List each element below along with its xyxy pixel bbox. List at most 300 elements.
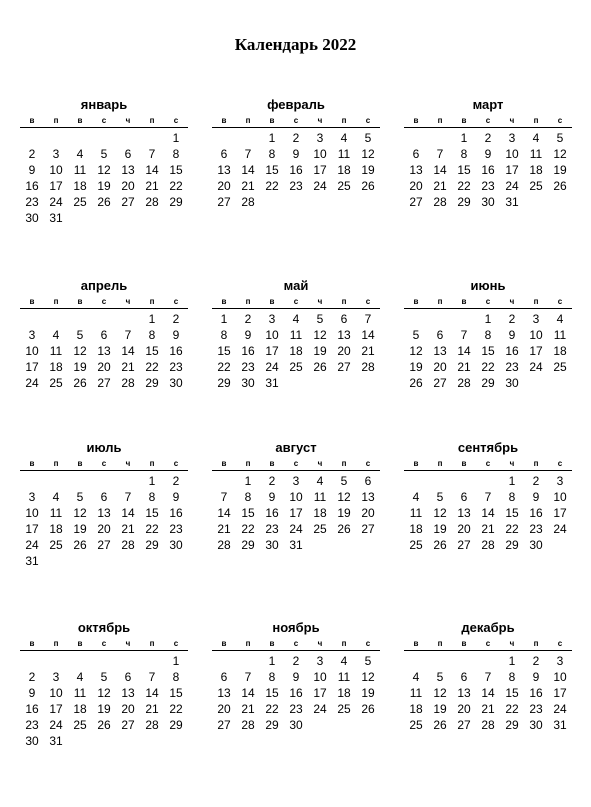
weekday-label: в (461, 639, 467, 648)
day-cell: 19 (433, 522, 447, 536)
day-cell: 31 (49, 734, 63, 748)
month-name: апрель (80, 278, 128, 293)
day-cell: 3 (532, 312, 540, 326)
day-cell: 22 (217, 360, 231, 374)
day-cell: 24 (49, 718, 63, 732)
day-cell: 28 (241, 718, 255, 732)
day-cell: 6 (460, 490, 468, 504)
day-cell: 27 (361, 522, 375, 536)
day-cell: 17 (313, 163, 327, 177)
day-cell: 15 (505, 686, 519, 700)
day-cell: 4 (52, 328, 60, 342)
day-cell: 2 (244, 312, 252, 326)
day-cell: 2 (28, 147, 36, 161)
empty-cell (20, 311, 44, 327)
weekday-label: ч (317, 639, 323, 648)
empty-cell (20, 473, 44, 489)
weekday-label: в (77, 459, 83, 468)
weekday-label: п (149, 116, 155, 125)
day-cell: 12 (361, 670, 375, 684)
day-cell: 13 (457, 686, 471, 700)
day-cell: 28 (361, 360, 375, 374)
day-cell: 9 (28, 686, 36, 700)
month-name: август (275, 440, 317, 455)
day-cell: 27 (457, 718, 471, 732)
day-cell: 12 (313, 328, 327, 342)
empty-cell (452, 653, 476, 669)
day-cell: 10 (25, 506, 39, 520)
day-cell: 19 (361, 686, 375, 700)
weekday-label: в (269, 639, 275, 648)
day-cell: 19 (97, 179, 111, 193)
month-name: ноябрь (272, 620, 320, 635)
day-cell: 15 (505, 506, 519, 520)
day-cell: 4 (316, 474, 324, 488)
weekday-label: в (461, 297, 467, 306)
weekday-label: с (557, 639, 563, 648)
day-cell: 30 (169, 376, 183, 390)
weekday-label: п (437, 639, 443, 648)
day-cell: 4 (76, 147, 84, 161)
day-cell: 3 (52, 670, 60, 684)
day-cell: 30 (169, 538, 183, 552)
day-cell: 21 (121, 360, 135, 374)
day-cell: 24 (553, 702, 567, 716)
day-cell: 17 (25, 360, 39, 374)
weekday-label: ч (509, 459, 515, 468)
day-cell: 1 (508, 654, 516, 668)
empty-cell (212, 130, 236, 146)
day-cell: 9 (268, 490, 276, 504)
day-cell: 12 (73, 506, 87, 520)
weekday-label: с (173, 639, 179, 648)
day-cell: 17 (25, 522, 39, 536)
day-cell: 22 (505, 702, 519, 716)
weekday-label: с (173, 297, 179, 306)
day-cell: 27 (409, 195, 423, 209)
weekday-label: п (533, 639, 539, 648)
day-cell: 5 (436, 490, 444, 504)
day-cell: 17 (553, 686, 567, 700)
day-cell: 10 (505, 147, 519, 161)
day-cell: 13 (97, 344, 111, 358)
day-cell: 21 (217, 522, 231, 536)
month-name: февраль (267, 97, 325, 112)
page-title: Календарь 2022 (234, 35, 357, 54)
day-cell: 20 (457, 522, 471, 536)
day-cell: 12 (97, 686, 111, 700)
empty-cell (44, 473, 68, 489)
weekday-header (20, 116, 188, 126)
day-cell: 5 (316, 312, 324, 326)
month-1 (20, 98, 188, 226)
day-cell: 2 (484, 131, 492, 145)
weekday-label: с (101, 639, 107, 648)
empty-cell (140, 653, 164, 669)
empty-cell (428, 311, 452, 327)
day-cell: 15 (265, 686, 279, 700)
header-divider (212, 650, 380, 651)
day-cell: 14 (121, 506, 135, 520)
day-cell: 2 (172, 474, 180, 488)
day-cell: 26 (361, 179, 375, 193)
day-cell: 28 (145, 195, 159, 209)
month-name: октябрь (77, 620, 131, 635)
day-cell: 17 (505, 163, 519, 177)
day-cell: 6 (412, 147, 420, 161)
month-8 (212, 441, 380, 553)
day-cell: 7 (220, 490, 228, 504)
day-cell: 9 (28, 163, 36, 177)
day-cell: 31 (553, 718, 567, 732)
day-cell: 29 (505, 718, 519, 732)
day-cell: 20 (457, 702, 471, 716)
day-cell: 30 (481, 195, 495, 209)
day-cell: 26 (97, 718, 111, 732)
weekday-label: ч (509, 116, 515, 125)
day-cell: 8 (484, 328, 492, 342)
weekday-header (404, 459, 572, 469)
day-cell: 13 (97, 506, 111, 520)
weekday-label: ч (125, 459, 131, 468)
day-cell: 28 (481, 538, 495, 552)
day-cell: 12 (433, 686, 447, 700)
empty-cell (20, 130, 44, 146)
day-cell: 25 (73, 195, 87, 209)
day-cell: 16 (505, 344, 519, 358)
day-cell: 14 (241, 686, 255, 700)
weekday-label: с (365, 459, 371, 468)
day-cell: 21 (433, 179, 447, 193)
weekday-header (212, 116, 380, 126)
day-cell: 23 (169, 522, 183, 536)
day-cell: 27 (457, 538, 471, 552)
empty-cell (68, 311, 92, 327)
weekday-label: п (53, 639, 59, 648)
day-cell: 28 (457, 376, 471, 390)
day-cell: 22 (169, 179, 183, 193)
weekday-label: ч (317, 116, 323, 125)
day-cell: 15 (457, 163, 471, 177)
day-cell: 8 (268, 147, 276, 161)
weekday-label: с (101, 116, 107, 125)
day-cell: 2 (268, 474, 276, 488)
day-cell: 28 (121, 376, 135, 390)
day-cell: 2 (172, 312, 180, 326)
day-cell: 21 (481, 522, 495, 536)
day-cell: 20 (217, 702, 231, 716)
weekday-label: ч (509, 297, 515, 306)
day-cell: 30 (529, 718, 543, 732)
day-cell: 14 (481, 506, 495, 520)
empty-cell (212, 473, 236, 489)
day-cell: 31 (265, 376, 279, 390)
month-2 (212, 98, 380, 210)
day-cell: 6 (124, 147, 132, 161)
empty-cell (236, 130, 260, 146)
month-10 (20, 621, 188, 749)
day-cell: 28 (145, 718, 159, 732)
day-cell: 12 (337, 490, 351, 504)
day-cell: 26 (361, 702, 375, 716)
weekday-label: п (437, 297, 443, 306)
day-cell: 13 (457, 506, 471, 520)
weekday-label: в (269, 297, 275, 306)
day-cell: 27 (121, 718, 135, 732)
day-cell: 24 (49, 195, 63, 209)
weekday-header (404, 297, 572, 307)
day-cell: 20 (217, 179, 231, 193)
day-cell: 29 (457, 195, 471, 209)
weekday-header (20, 459, 188, 469)
day-cell: 26 (433, 718, 447, 732)
day-cell: 13 (217, 163, 231, 177)
day-cell: 20 (361, 506, 375, 520)
weekday-label: в (77, 639, 83, 648)
day-cell: 22 (265, 702, 279, 716)
day-cell: 22 (145, 360, 159, 374)
day-cell: 25 (49, 538, 63, 552)
day-cell: 17 (313, 686, 327, 700)
day-cell: 14 (217, 506, 231, 520)
day-cell: 13 (433, 344, 447, 358)
day-cell: 6 (364, 474, 372, 488)
day-cell: 29 (505, 538, 519, 552)
day-cell: 21 (361, 344, 375, 358)
day-cell: 13 (217, 686, 231, 700)
day-cell: 25 (409, 718, 423, 732)
day-cell: 21 (145, 702, 159, 716)
weekday-label: п (341, 116, 347, 125)
day-cell: 15 (217, 344, 231, 358)
month-6 (404, 279, 572, 391)
day-cell: 31 (505, 195, 519, 209)
day-cell: 22 (505, 522, 519, 536)
day-cell: 19 (553, 163, 567, 177)
day-cell: 20 (121, 702, 135, 716)
day-cell: 9 (172, 328, 180, 342)
day-cell: 14 (241, 163, 255, 177)
day-cell: 24 (25, 538, 39, 552)
day-cell: 23 (241, 360, 255, 374)
day-grid (212, 473, 380, 553)
weekday-header (20, 297, 188, 307)
day-cell: 17 (49, 702, 63, 716)
day-cell: 12 (433, 506, 447, 520)
weekday-label: в (221, 639, 227, 648)
day-cell: 26 (313, 360, 327, 374)
day-cell: 22 (265, 179, 279, 193)
day-cell: 21 (241, 702, 255, 716)
day-cell: 10 (265, 328, 279, 342)
day-cell: 1 (268, 131, 276, 145)
day-cell: 1 (148, 312, 156, 326)
header-divider (20, 650, 188, 651)
day-cell: 21 (145, 179, 159, 193)
day-cell: 18 (337, 686, 351, 700)
weekday-label: п (341, 459, 347, 468)
day-cell: 11 (553, 328, 567, 342)
day-cell: 8 (220, 328, 228, 342)
day-cell: 11 (337, 670, 351, 684)
day-cell: 29 (169, 195, 183, 209)
empty-cell (236, 653, 260, 669)
day-cell: 3 (292, 474, 300, 488)
day-cell: 5 (364, 131, 372, 145)
empty-cell (92, 473, 116, 489)
day-cell: 3 (556, 654, 564, 668)
day-cell: 19 (337, 506, 351, 520)
day-cell: 17 (529, 344, 543, 358)
day-cell: 30 (529, 538, 543, 552)
day-cell: 2 (292, 654, 300, 668)
weekday-label: в (221, 459, 227, 468)
day-cell: 18 (313, 506, 327, 520)
day-cell: 7 (124, 328, 132, 342)
weekday-header (212, 297, 380, 307)
day-cell: 29 (265, 718, 279, 732)
weekday-label: с (293, 459, 299, 468)
day-cell: 23 (25, 195, 39, 209)
day-cell: 26 (433, 538, 447, 552)
empty-cell (44, 311, 68, 327)
day-cell: 16 (169, 506, 183, 520)
day-grid (212, 311, 380, 391)
day-cell: 13 (121, 163, 135, 177)
day-cell: 9 (532, 670, 540, 684)
day-cell: 1 (172, 131, 180, 145)
empty-cell (20, 653, 44, 669)
day-cell: 7 (484, 490, 492, 504)
day-cell: 10 (313, 670, 327, 684)
day-cell: 20 (409, 179, 423, 193)
day-cell: 24 (289, 522, 303, 536)
day-cell: 24 (529, 360, 543, 374)
day-cell: 21 (121, 522, 135, 536)
day-cell: 29 (481, 376, 495, 390)
day-cell: 9 (292, 670, 300, 684)
day-cell: 25 (49, 376, 63, 390)
weekday-label: с (293, 116, 299, 125)
empty-cell (116, 473, 140, 489)
day-cell: 2 (292, 131, 300, 145)
day-cell: 25 (529, 179, 543, 193)
empty-cell (68, 130, 92, 146)
day-cell: 16 (481, 163, 495, 177)
day-cell: 15 (145, 344, 159, 358)
empty-cell (68, 653, 92, 669)
weekday-label: п (437, 459, 443, 468)
weekday-label: в (221, 116, 227, 125)
weekday-label: п (533, 459, 539, 468)
weekday-label: ч (317, 297, 323, 306)
weekday-label: п (245, 116, 251, 125)
day-cell: 4 (340, 131, 348, 145)
empty-cell (44, 653, 68, 669)
day-cell: 10 (553, 490, 567, 504)
day-cell: 15 (241, 506, 255, 520)
day-cell: 11 (409, 686, 423, 700)
day-cell: 26 (73, 538, 87, 552)
day-cell: 18 (409, 702, 423, 716)
day-cell: 29 (241, 538, 255, 552)
day-cell: 5 (436, 670, 444, 684)
day-cell: 22 (241, 522, 255, 536)
day-cell: 9 (484, 147, 492, 161)
day-cell: 9 (292, 147, 300, 161)
day-cell: 16 (25, 702, 39, 716)
month-name: декабрь (461, 620, 515, 635)
weekday-label: п (149, 297, 155, 306)
empty-cell (212, 653, 236, 669)
day-cell: 15 (169, 163, 183, 177)
day-cell: 6 (220, 147, 228, 161)
day-grid (20, 653, 188, 749)
day-cell: 16 (25, 179, 39, 193)
day-cell: 3 (268, 312, 276, 326)
day-cell: 24 (265, 360, 279, 374)
day-cell: 18 (553, 344, 567, 358)
header-divider (20, 308, 188, 309)
day-cell: 9 (172, 490, 180, 504)
day-cell: 23 (529, 522, 543, 536)
day-cell: 16 (529, 686, 543, 700)
day-cell: 25 (313, 522, 327, 536)
day-cell: 23 (289, 179, 303, 193)
day-cell: 4 (412, 490, 420, 504)
day-cell: 3 (52, 147, 60, 161)
day-cell: 24 (313, 179, 327, 193)
day-cell: 11 (409, 506, 423, 520)
empty-cell (452, 311, 476, 327)
day-cell: 14 (481, 686, 495, 700)
weekday-label: с (173, 116, 179, 125)
header-divider (404, 470, 572, 471)
day-cell: 1 (460, 131, 468, 145)
weekday-label: в (29, 116, 35, 125)
day-cell: 17 (289, 506, 303, 520)
day-cell: 5 (76, 328, 84, 342)
day-cell: 16 (241, 344, 255, 358)
day-cell: 6 (436, 328, 444, 342)
day-cell: 24 (313, 702, 327, 716)
day-cell: 28 (217, 538, 231, 552)
day-cell: 11 (73, 163, 87, 177)
day-cell: 7 (436, 147, 444, 161)
day-cell: 18 (49, 360, 63, 374)
day-cell: 5 (100, 670, 108, 684)
month-4 (20, 279, 188, 391)
day-cell: 18 (289, 344, 303, 358)
day-cell: 12 (73, 344, 87, 358)
day-cell: 25 (409, 538, 423, 552)
header-divider (404, 650, 572, 651)
day-cell: 21 (481, 702, 495, 716)
day-cell: 20 (97, 522, 111, 536)
day-cell: 25 (73, 718, 87, 732)
day-cell: 31 (49, 211, 63, 225)
day-cell: 7 (148, 147, 156, 161)
weekday-label: с (365, 297, 371, 306)
day-cell: 9 (244, 328, 252, 342)
empty-cell (404, 473, 428, 489)
day-cell: 5 (364, 654, 372, 668)
header-divider (212, 470, 380, 471)
day-cell: 20 (97, 360, 111, 374)
day-cell: 30 (241, 376, 255, 390)
day-cell: 4 (340, 654, 348, 668)
day-cell: 27 (433, 376, 447, 390)
